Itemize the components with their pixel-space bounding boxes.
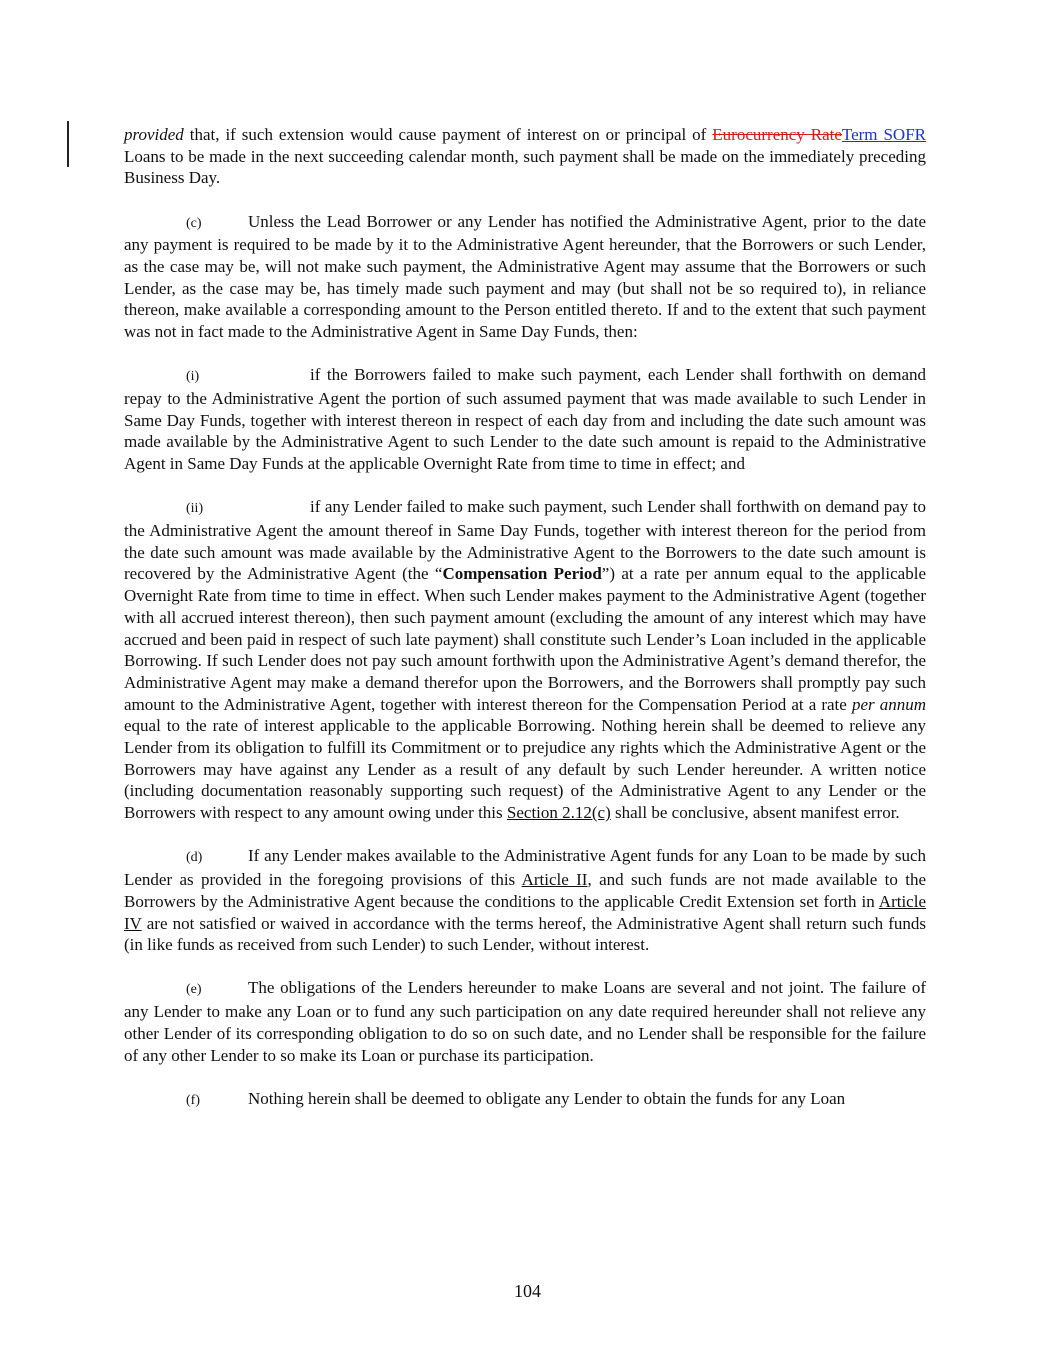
clause-number: (ii)	[186, 501, 204, 517]
article-ii-link[interactable]: Article II	[521, 870, 588, 890]
clause-number: (e)	[186, 982, 202, 998]
paragraph-i: (i) if the Borrowers failed to make such payment, each Lender shall forthwith on demand repay to the Administrative Agent the portion of such assumed payment that was made available to such Lender in Same Day Funds, together with interest thereon in respect of each day from and including the date such amount was made available by the Administrative Agent to such Lender to the date such amount is repaid to the Administrative Agent in Same Day Funds at the applicable Overnight Rate from time to time in effect; and	[124, 365, 926, 474]
clause-number: (i)	[186, 369, 200, 385]
deleted-text: Eurocurrency Rate	[712, 125, 842, 144]
paragraph-e: (e) The obligations of the Lenders hereunder to make Loans are several and not joint. The failure of any Lender to make any Loan or to fund any such participation on any date required hereunder shall not relieve any other Lender of its corresponding obligation to do so on such date, and no Lender shall be responsible for the failure of any other Lender to so make its Loan or purchase its participation.	[124, 978, 926, 1065]
paragraph-proviso: provided that, if such extension would cause payment of interest on or principal of Eurocurrency RateTerm SOFR Loans to be made in the next succeeding calendar month, such payment shall be made on the immediately preceding Business Day.	[124, 125, 926, 188]
defined-term: Compensation Period	[442, 564, 602, 584]
clause-number: (d)	[186, 850, 203, 866]
proviso-italic: provided	[124, 125, 184, 144]
inserted-text: Term SOFR	[841, 125, 926, 144]
paragraph-f: (f) Nothing herein shall be deemed to obligate any Lender to obtain the funds for any Loan	[124, 1088, 926, 1112]
document-page	[124, 124, 926, 1133]
revision-change-bar	[67, 121, 69, 167]
section-reference-link[interactable]: Section 2.12(c)	[506, 803, 611, 823]
article-iv-link[interactable]: Article IV	[124, 891, 926, 933]
clause-number: (c)	[186, 215, 202, 231]
paragraph-ii: (ii) if any Lender failed to make such payment, such Lender shall forthwith on demand pay to the Administrative Agent the amount thereof in Same Day Funds, together with interest thereon for the period from the date such amount was made available by the Administrative Agent to the Borrowers to the date such amount is recovered by the Administrative Agent (the “Compensation Period”) at a rate per annum equal to the applicable Overnight Rate from time to time in effect. When such Lender makes payment to the Administrative Agent (together with all accrued interest thereon), then such payment amount (excluding the amount of any interest which may have accrued and been paid in respect of such late payment) shall constitute such Lender’s Loan included in the applicable Borrowing. If such Lender does not pay such amount forthwith upon the Administrative Agent’s demand therefor, the Administrative Agent may make a demand therefor upon the Borrowers, and the Borrowers shall promptly pay such amount to the Administrative Agent, together with interest thereon for the Compensation Period at a rate per annum equal to the rate of interest applicable to the applicable Borrowing. Nothing herein shall be deemed to relieve any Lender from its obligation to fulfill its Commitment or to prejudice any rights which the Administrative Agent or the Borrowers may have against any Lender as a result of any default by such Lender hereunder. A written notice (including documentation reasonably supporting such request) of the Administrative Agent to any Lender or the Borrowers with respect to any amount owing under this Section 2.12(c) shall be conclusive, absent manifest error.	[124, 497, 926, 823]
page-number: 104	[514, 1281, 541, 1301]
clause-number: (f)	[186, 1092, 200, 1108]
paragraph-c: (c) Unless the Lead Borrower or any Lender has notified the Administrative Agent, prior to the date any payment is required to be made by it to the Administrative Agent hereunder, that the Borrowers or such Lender, as the case may be, will not make such payment, the Administrative Agent may assume that the Borrowers or such Lender, as the case may be, has timely made such payment and may (but shall not be so required to), in reliance thereon, make available a corresponding amount to the Person entitled thereto. If and to the extent that such payment was not in fact made to the Administrative Agent in Same Day Funds, then:	[124, 211, 926, 342]
paragraph-d: (d) If any Lender makes available to the Administrative Agent funds for any Loan to be made by such Lender as provided in the foregoing provisions of this Article II, and such funds are not made available to the Borrowers by the Administrative Agent because the conditions to the applicable Credit Extension set forth in Article IV are not satisfied or waived in accordance with the terms hereof, the Administrative Agent shall return such funds (in like funds as received from such Lender) to such Lender, without interest.	[124, 846, 926, 955]
